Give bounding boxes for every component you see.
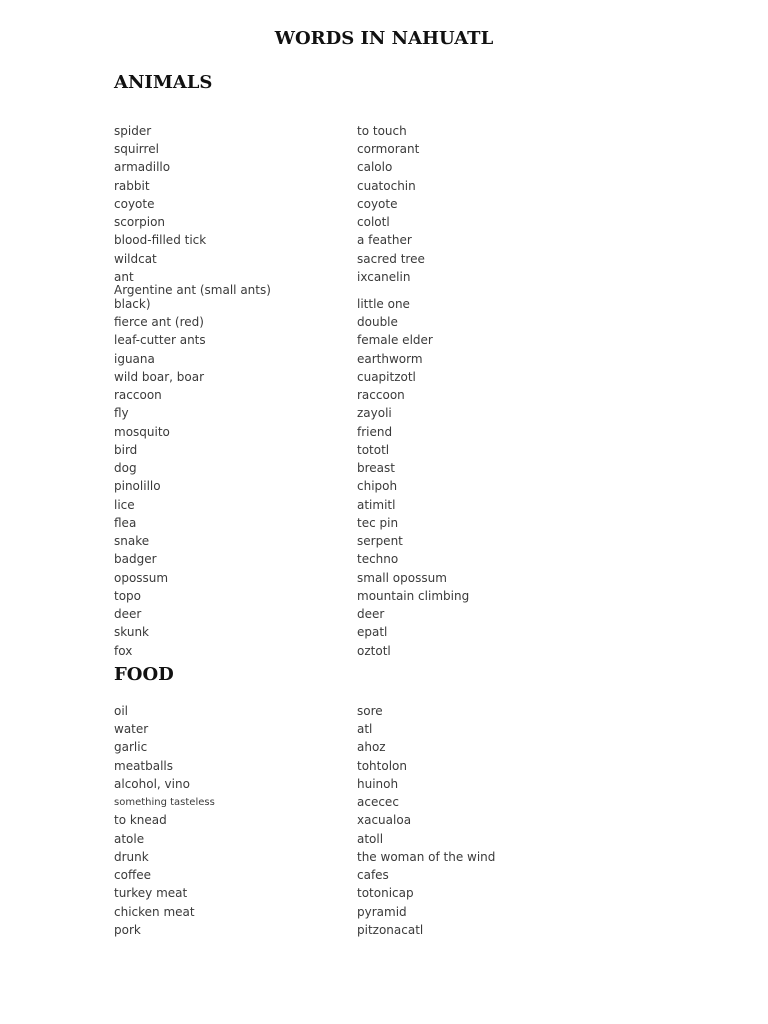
english-word: chicken meat xyxy=(114,904,195,919)
word-row xyxy=(114,701,674,719)
english-word: pork xyxy=(114,922,141,937)
nahuatl-word: cuatochin xyxy=(357,178,416,193)
word-row xyxy=(114,719,674,737)
nahuatl-word: zayoli xyxy=(357,406,392,421)
word-row xyxy=(114,285,674,312)
english-word: bird xyxy=(114,442,138,457)
word-row xyxy=(114,158,674,176)
english-word: fox xyxy=(114,643,133,658)
nahuatl-word: atl xyxy=(357,722,373,736)
english-word: coyote xyxy=(114,196,155,211)
english-word: deer xyxy=(114,607,142,621)
nahuatl-word: tototl xyxy=(357,442,390,457)
word-row xyxy=(114,194,674,212)
word-row xyxy=(114,249,674,267)
animals-word-table xyxy=(114,121,674,659)
word-row xyxy=(114,641,674,659)
english-word: atole xyxy=(114,831,145,846)
word-row xyxy=(114,829,674,847)
word-row xyxy=(114,884,674,902)
page-title: WORDS IN NAHUATL xyxy=(274,28,494,49)
nahuatl-word: pyramid xyxy=(357,904,407,919)
english-word: armadillo xyxy=(114,160,171,175)
word-row xyxy=(114,920,674,938)
nahuatl-word: atimitl xyxy=(357,497,396,512)
section-heading-food: FOOD xyxy=(114,664,174,685)
nahuatl-word: friend xyxy=(357,424,393,439)
english-word: meatballs xyxy=(114,758,174,773)
english-word: squirrel xyxy=(114,142,159,156)
word-row xyxy=(114,139,674,157)
nahuatl-word: raccoon xyxy=(357,388,405,402)
english-word: snake xyxy=(114,534,150,548)
english-word: alcohol, vino xyxy=(114,776,190,791)
word-row xyxy=(114,458,674,476)
english-word: to knead xyxy=(114,813,167,828)
word-row xyxy=(114,121,674,139)
word-row xyxy=(114,792,674,810)
word-row xyxy=(114,811,674,829)
english-word: flea xyxy=(114,515,137,530)
english-word: blood-filled tick xyxy=(114,233,207,248)
word-row xyxy=(114,422,674,440)
english-word: topo xyxy=(114,588,142,603)
nahuatl-word: serpent xyxy=(357,534,403,548)
word-row xyxy=(114,212,674,230)
nahuatl-word: tohtolon xyxy=(357,758,407,773)
nahuatl-word: calolo xyxy=(357,160,393,175)
nahuatl-word: coyote xyxy=(357,196,398,211)
english-word: spider xyxy=(114,123,152,138)
section-heading-animals: ANIMALS xyxy=(114,72,213,93)
word-row xyxy=(114,604,674,622)
word-row xyxy=(114,312,674,330)
word-row xyxy=(114,331,674,349)
nahuatl-word: tec pin xyxy=(357,515,399,530)
nahuatl-word: chipoh xyxy=(357,479,398,494)
nahuatl-word: atoll xyxy=(357,831,384,846)
word-row xyxy=(114,865,674,883)
english-word: leaf-cutter ants xyxy=(114,333,206,348)
english-word: turkey meat xyxy=(114,886,188,901)
word-row xyxy=(114,586,674,604)
nahuatl-word: deer xyxy=(357,607,385,621)
word-row xyxy=(114,440,674,458)
word-row xyxy=(114,623,674,641)
english-word: wild boar, boar xyxy=(114,369,205,384)
word-row xyxy=(114,531,674,549)
nahuatl-word: earthworm xyxy=(357,351,423,366)
nahuatl-word: ixcanelin xyxy=(357,269,411,284)
word-row xyxy=(114,176,674,194)
english-word: scorpion xyxy=(114,215,166,229)
nahuatl-word: pitzonacatl xyxy=(357,922,424,937)
nahuatl-word: breast xyxy=(357,461,395,475)
english-word: skunk xyxy=(114,625,149,640)
english-word: fierce ant (red) xyxy=(114,315,204,329)
english-word: opossum xyxy=(114,570,169,585)
word-row xyxy=(114,738,674,756)
nahuatl-word: oztotl xyxy=(357,643,391,658)
nahuatl-word: mountain climbing xyxy=(357,588,470,603)
english-word: something tasteless xyxy=(114,797,215,808)
nahuatl-word: small opossum xyxy=(357,570,447,585)
word-row xyxy=(114,367,674,385)
word-row xyxy=(114,477,674,495)
word-row xyxy=(114,513,674,531)
nahuatl-word: a feather xyxy=(357,233,412,248)
english-word: garlic xyxy=(114,740,148,755)
nahuatl-word: acecec xyxy=(357,795,399,809)
nahuatl-word: ahoz xyxy=(357,740,386,755)
english-word: raccoon xyxy=(114,388,162,402)
english-word: water xyxy=(114,722,149,736)
nahuatl-word: cafes xyxy=(357,868,389,882)
nahuatl-word: little one xyxy=(357,296,410,311)
nahuatl-word: colotl xyxy=(357,215,390,229)
english-word: mosquito xyxy=(114,424,170,439)
word-row xyxy=(114,349,674,367)
english-word: drunk xyxy=(114,849,149,864)
english-word: oil xyxy=(114,703,129,718)
english-word: coffee xyxy=(114,868,151,882)
english-word: pinolillo xyxy=(114,479,161,494)
english-word: dog xyxy=(114,461,137,475)
english-word: fly xyxy=(114,406,129,421)
nahuatl-word: cuapitzotl xyxy=(357,369,416,384)
word-row xyxy=(114,404,674,422)
word-row xyxy=(114,774,674,792)
english-word: iguana xyxy=(114,351,155,366)
nahuatl-word: xacualoa xyxy=(357,813,412,828)
nahuatl-word: techno xyxy=(357,552,399,567)
word-row xyxy=(114,756,674,774)
word-row xyxy=(114,231,674,249)
nahuatl-word: totonicap xyxy=(357,886,414,901)
nahuatl-word: to touch xyxy=(357,123,407,138)
nahuatl-word: epatl xyxy=(357,625,388,640)
english-word: ant xyxy=(114,269,134,284)
nahuatl-word: sore xyxy=(357,703,383,718)
english-word: badger xyxy=(114,552,157,567)
word-row xyxy=(114,568,674,586)
word-row xyxy=(114,847,674,865)
nahuatl-word: female elder xyxy=(357,333,433,348)
english-word: rabbit xyxy=(114,178,150,193)
word-row xyxy=(114,385,674,403)
nahuatl-word: the woman of the wind xyxy=(357,849,496,864)
nahuatl-word: cormorant xyxy=(357,142,420,156)
word-row xyxy=(114,495,674,513)
english-word: wildcat xyxy=(114,251,157,266)
english-word: lice xyxy=(114,497,135,512)
word-row xyxy=(114,550,674,568)
food-word-table xyxy=(114,701,674,938)
nahuatl-word: double xyxy=(357,315,398,329)
word-row xyxy=(114,902,674,920)
nahuatl-word: huinoh xyxy=(357,776,399,791)
nahuatl-word: sacred tree xyxy=(357,251,425,266)
english-word: Argentine ant (small ants) black) xyxy=(114,283,271,311)
